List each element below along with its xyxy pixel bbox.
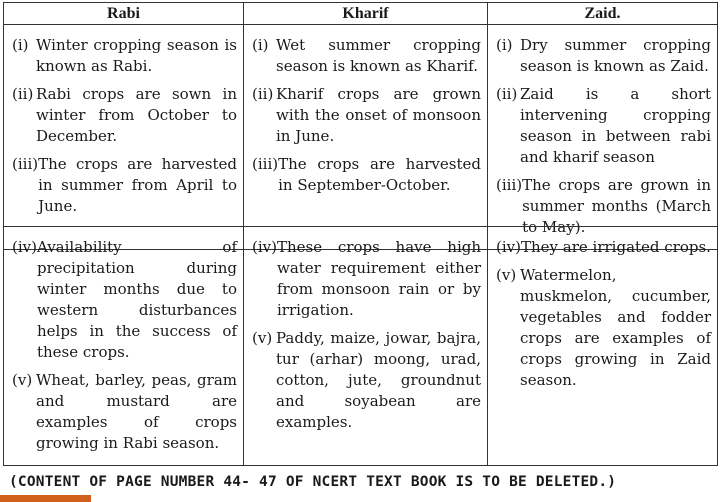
table-row (4, 25, 718, 250)
item-number: (iv) (12, 238, 37, 256)
item-text: Rabi crops are sown in winter from October to December. (36, 85, 237, 145)
rabi-cell-top (4, 25, 244, 250)
crop-table-top (3, 2, 718, 250)
zaid-cell-top (488, 25, 718, 250)
item-number: (iii) (496, 176, 523, 194)
list-item (496, 265, 711, 391)
item-number: (i) (252, 36, 269, 54)
item-text: Availability of precipitation during winter months due to western disturbances helps in the success of these crops. (36, 238, 237, 361)
item-text: Dry summer cropping season is known as Zaid. (520, 36, 711, 75)
header-kharif: Kharif (244, 3, 488, 25)
item-number: (ii) (496, 85, 518, 103)
accent-bar (0, 495, 91, 502)
item-text: Zaid is a short intervening cropping season in between rabi and kharif season (520, 85, 711, 166)
item-number: (iv) (252, 238, 277, 256)
item-text: Wet summer cropping season is known as Kharif. (276, 36, 481, 75)
item-number: (v) (12, 371, 33, 389)
item-number: (iii) (12, 155, 39, 173)
item-text: The crops are harvested in September-October. (278, 155, 481, 194)
item-text: These crops have high water requirement either from monsoon rain or by irrigation. (276, 238, 481, 319)
item-text: The crops are harvested in summer from April to June. (38, 155, 237, 215)
item-text: They are irrigated crops. (520, 238, 711, 256)
item-number: (ii) (12, 85, 34, 103)
item-text: Watermelon, muskmelon, cucumber, vegetables and fodder crops are examples of crops growing in Zaid season. (520, 266, 711, 389)
item-text: Winter cropping season is known as Rabi. (36, 36, 237, 75)
list-item (252, 237, 481, 321)
table-row (4, 227, 718, 466)
deletion-note: (CONTENT OF PAGE NUMBER 44- 47 OF NCERT TEXT BOOK IS TO BE DELETED.) (9, 474, 617, 490)
item-number: (v) (252, 329, 273, 347)
item-number: (v) (496, 266, 517, 284)
list-item (12, 84, 237, 147)
list-item (252, 154, 481, 196)
item-number: (i) (12, 36, 29, 54)
rabi-cell-bottom (4, 227, 244, 466)
list-item (496, 35, 711, 77)
list-item (12, 35, 237, 77)
item-number: (i) (496, 36, 513, 54)
list-item (12, 237, 237, 363)
list-item (252, 84, 481, 147)
item-number: (iii) (252, 155, 279, 173)
item-text: Paddy, maize, jowar, bajra, tur (arhar) moong, urad, cotton, jute, groundnut and soyabean are examples. (276, 329, 481, 431)
list-item (252, 35, 481, 77)
item-number: (ii) (252, 85, 274, 103)
list-item (252, 328, 481, 433)
list-item (496, 237, 711, 258)
header-zaid: Zaid. (488, 3, 718, 25)
item-text: Wheat, barley, peas, gram and mustard are examples of crops growing in Rabi season. (36, 371, 237, 452)
list-item (12, 154, 237, 217)
header-rabi: Rabi (4, 3, 244, 25)
list-item (496, 84, 711, 168)
kharif-cell-top (244, 25, 488, 250)
header-row (4, 3, 718, 25)
crop-table-bottom (3, 226, 718, 466)
item-number: (iv) (496, 238, 521, 256)
list-item (12, 370, 237, 454)
zaid-cell-bottom (488, 227, 718, 466)
item-text: Kharif crops are grown with the onset of monsoon in June. (276, 85, 481, 145)
kharif-cell-bottom (244, 227, 488, 466)
item-text: The crops are grown in summer months (March to May). (522, 176, 711, 236)
